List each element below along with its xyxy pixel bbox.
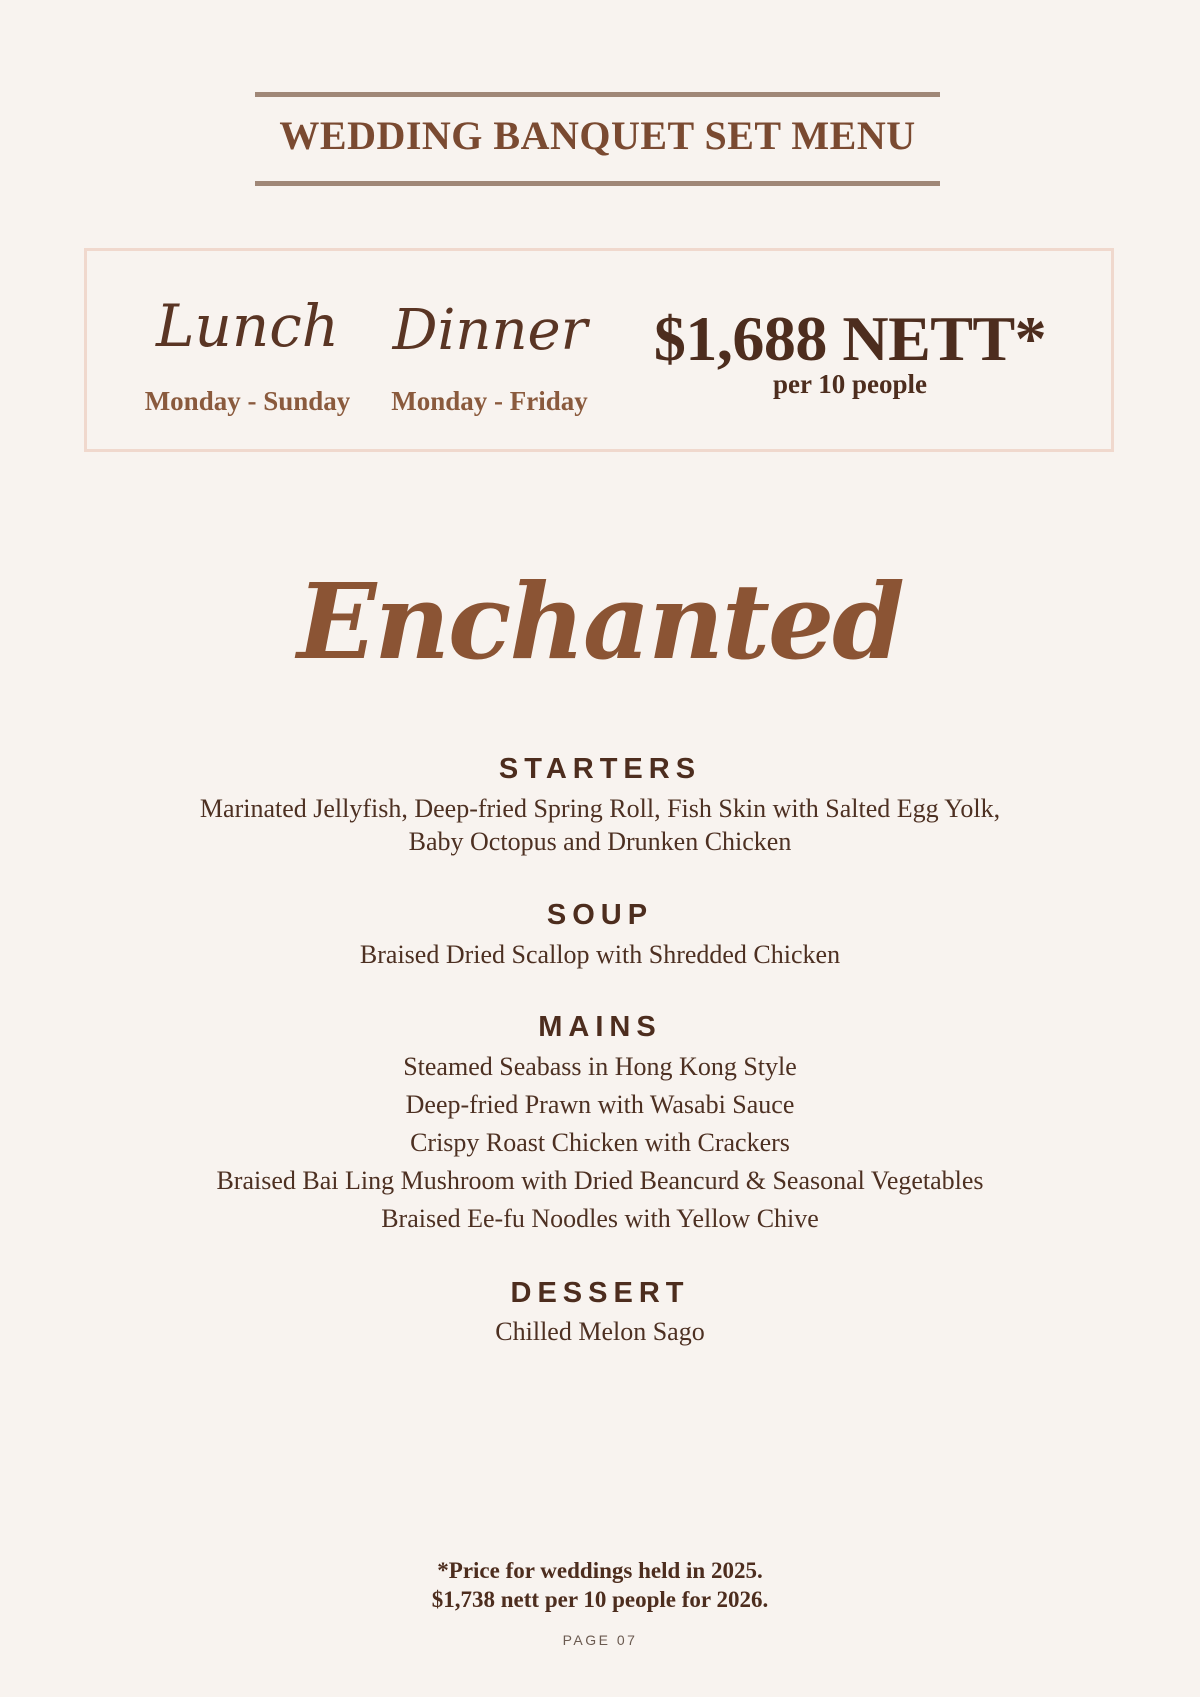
menu-item: Steamed Seabass in Hong Kong Style [403,1052,797,1081]
menu-item: Braised Dried Scallop with Shredded Chicken [359,940,841,969]
lunch-label: Lunch [155,292,340,360]
price-footnote-line2: $1,738 nett per 10 people for 2026. [431,1587,769,1612]
header-bottom-rule [255,181,940,186]
menu-name: Enchanted [297,560,903,683]
price-per-people: per 10 people [773,369,927,399]
menu-item: Braised Ee-fu Noodles with Yellow Chive [381,1204,819,1233]
page-number: PAGE 07 [562,1632,638,1648]
menu-item: Marinated Jellyfish, Deep-fried Spring Roll, Fish Skin with Salted Egg Yolk, [199,794,1001,823]
lunch-days: Monday - Sunday [144,386,351,416]
dinner-days: Monday - Friday [391,386,588,416]
menu-item: Chilled Melon Sago [495,1317,705,1346]
price-footnote-line1: *Price for weddings held in 2025. [437,1558,763,1583]
price: $1,688 NETT* [653,303,1047,374]
section-title-dessert: DESSERT [510,1277,690,1309]
section-title-starters: STARTERS [498,753,702,785]
menu-item: Braised Bai Ling Mushroom with Dried Beancurd & Seasonal Vegetables [216,1166,984,1195]
section-title-soup: SOUP [546,899,654,931]
section-title-mains: MAINS [538,1011,662,1043]
header-top-rule [255,92,940,97]
menu-item: Deep-fried Prawn with Wasabi Sauce [405,1090,795,1119]
page-title: WEDDING BANQUET SET MENU [279,113,916,158]
menu-item: Baby Octopus and Drunken Chicken [408,827,792,856]
dinner-label: Dinner [392,298,588,363]
menu-item: Crispy Roast Chicken with Crackers [410,1128,790,1157]
